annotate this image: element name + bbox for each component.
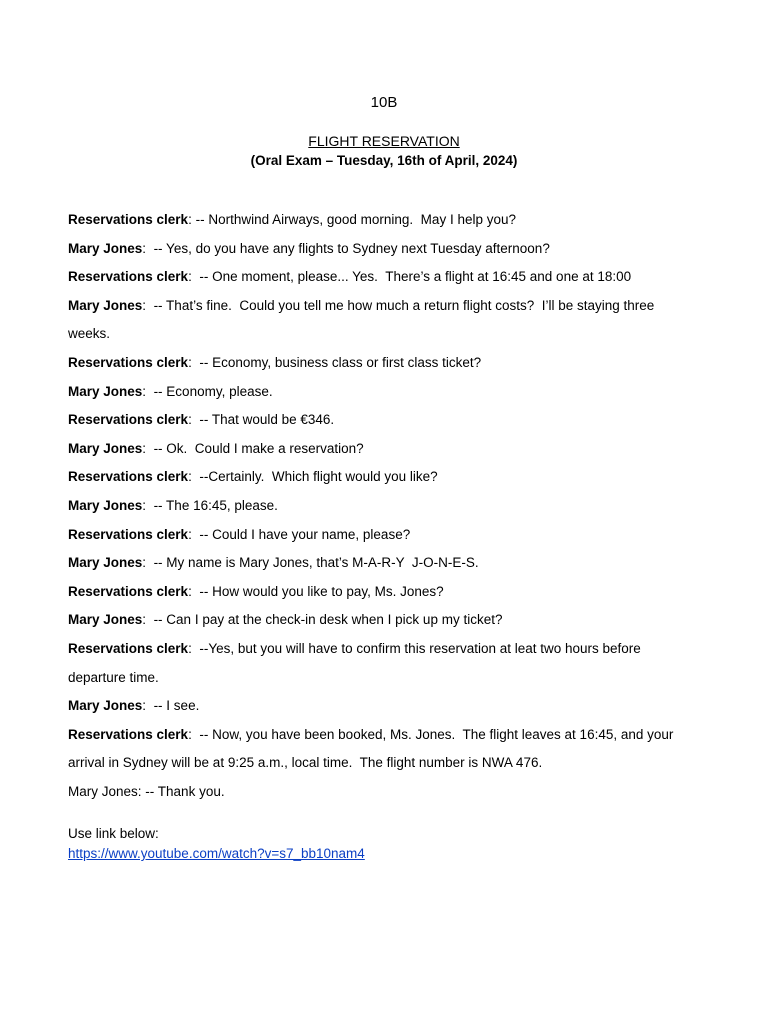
dialogue-text: -- That would be €346. (199, 412, 335, 428)
speaker-name: Reservations clerk (68, 412, 189, 428)
speaker-name: Reservations clerk (68, 526, 189, 542)
dialogue-line (68, 292, 688, 349)
dialogue-line (68, 435, 688, 464)
dialogue-text: -- How would you like to pay, Ms. Jones? (199, 583, 444, 599)
dialogue-text: -- Ok. Could I make a reservation? (153, 440, 364, 456)
speaker-separator: : (188, 212, 196, 227)
speaker-separator: : (188, 583, 200, 599)
speaker-name: Mary Jones (68, 297, 143, 313)
dialogue-line (68, 378, 688, 407)
speaker-name: Reservations clerk (68, 212, 189, 227)
dialogue-line (68, 635, 688, 692)
dialogue-text: -- Could I have your name, please? (199, 526, 411, 542)
speaker-separator: : (142, 383, 154, 399)
speaker-separator: : (188, 526, 200, 542)
dialogue-line (68, 521, 688, 550)
speaker-separator: : (142, 440, 154, 456)
dialogue-text: --Certainly. Which flight would you like? (199, 469, 438, 485)
dialogue-line (68, 578, 688, 607)
dialogue-text: -- My name is Mary Jones, that’s M-A-R-Y J-O-N-E-S. (153, 555, 479, 571)
document-subtitle: (Oral Exam – Tuesday, 16th of April, 2024) (250, 153, 518, 168)
dialogue-text: -- Yes, do you have any flights to Sydney next Tuesday afternoon? (153, 240, 550, 256)
speaker-separator: : (188, 726, 200, 742)
speaker-separator: : (142, 497, 154, 513)
speaker-name: Mary Jones (68, 497, 143, 513)
speaker-name: Reservations clerk (68, 726, 189, 742)
youtube-link[interactable]: https://www.youtube.com/watch?v=s7_bb10nam4 (68, 846, 365, 861)
speaker-separator: : (188, 412, 200, 428)
speaker-name: Reservations clerk (68, 269, 189, 285)
link-note: Use link below: (68, 826, 159, 841)
dialogue-text: -- The 16:45, please. (153, 497, 278, 513)
speaker-name: Reservations clerk (68, 640, 189, 656)
dialogue-text: -- Can I pay at the check-in desk when I pick up my ticket? (153, 612, 503, 628)
dialogue (68, 206, 688, 806)
speaker-name: Mary Jones (68, 612, 143, 628)
dialogue-text: -- Northwind Airways, good morning. May I help you? (195, 212, 516, 227)
dialogue-line (68, 463, 688, 492)
speaker-separator: : (142, 698, 154, 714)
document-title: FLIGHT RESERVATION (308, 133, 460, 149)
speaker-separator: : (142, 297, 154, 313)
dialogue-line (68, 406, 688, 435)
dialogue-line (68, 235, 688, 264)
dialogue-text: -- I see. (153, 698, 200, 714)
speaker-name: Reservations clerk (68, 354, 189, 370)
dialogue-line (68, 721, 688, 778)
speaker-separator: : (188, 354, 200, 370)
dialogue-text: -- Thank you. (145, 783, 225, 799)
dialogue-line (68, 206, 688, 235)
class-code: 10B (370, 94, 398, 111)
footer (68, 824, 688, 864)
speaker-name: Mary Jones (68, 555, 143, 571)
dialogue-text: -- One moment, please... Yes. There’s a flight at 16:45 and one at 18:00 (199, 269, 632, 285)
dialogue-text: -- That’s fine. Could you tell me how much a return flight costs? I’ll be staying three weeks. (68, 297, 659, 342)
dialogue-line (68, 263, 688, 292)
dialogue-text: -- Economy, business class or first class ticket? (199, 354, 482, 370)
dialogue-line (68, 549, 688, 578)
dialogue-line (68, 492, 688, 521)
speaker-name: Mary Jones (68, 698, 143, 714)
speaker-separator: : (188, 469, 200, 485)
speaker-separator: : (142, 612, 154, 628)
speaker-name: Mary Jones (68, 783, 138, 799)
dialogue-text: -- Now, you have been booked, Ms. Jones. The flight leaves at 16:45, and your arrival in Sydney will be at 9:25 a.m., local time. The flight number is NWA 476. (68, 726, 678, 771)
dialogue-text: -- Economy, please. (153, 383, 273, 399)
speaker-name: Mary Jones (68, 440, 143, 456)
dialogue-line (68, 778, 688, 807)
speaker-separator: : (188, 269, 200, 285)
dialogue-text: --Yes, but you will have to confirm this reservation at leat two hours before departure time. (68, 640, 645, 685)
speaker-separator: : (188, 640, 200, 656)
speaker-separator: : (142, 240, 154, 256)
speaker-name: Mary Jones (68, 240, 143, 256)
dialogue-line (68, 606, 688, 635)
speaker-name: Reservations clerk (68, 583, 189, 599)
speaker-separator: : (142, 555, 154, 571)
dialogue-line (68, 692, 688, 721)
speaker-separator: : (137, 783, 146, 799)
speaker-name: Mary Jones (68, 383, 143, 399)
dialogue-line (68, 349, 688, 378)
speaker-name: Reservations clerk (68, 469, 189, 485)
